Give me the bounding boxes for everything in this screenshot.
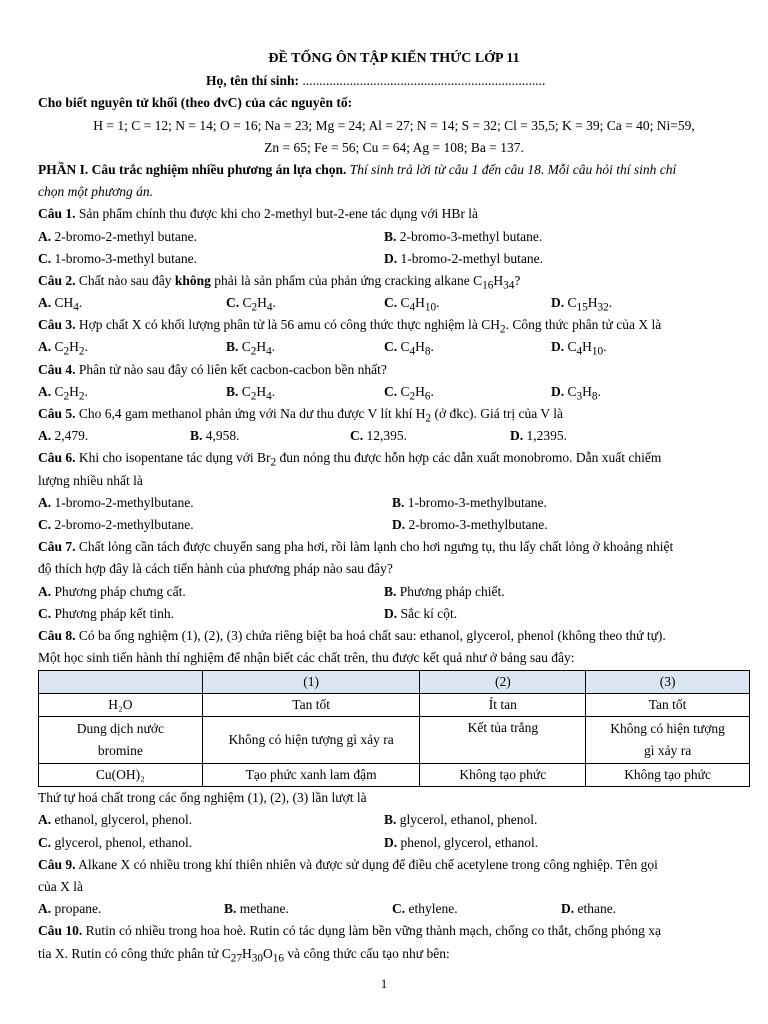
experiment-results-table [38, 670, 750, 787]
table-header-row [39, 671, 750, 694]
option-b[interactable]: B. Phương pháp chiết. [384, 583, 505, 599]
option-b[interactable]: C. $C_2H_4$. [226, 295, 276, 314]
option-b[interactable]: B. $C_2H_4$. [226, 339, 276, 359]
question-6-cont: lượng nhiều nhất là [38, 472, 143, 488]
part1-heading-line [38, 159, 750, 181]
q8-options-row-1 [38, 809, 750, 831]
option-b[interactable]: B. glycerol, ethanol, phenol. [384, 812, 538, 828]
question-4: Câu 4. Phân tử nào sau đây có liên kết cacbon-cacbon bền nhất? [38, 361, 387, 377]
table-cell: Ít tan [420, 694, 586, 717]
table-header-cell: (3) [586, 671, 750, 694]
option-c[interactable]: C. 2-bromo-2-methylbutane. [38, 516, 194, 532]
option-a[interactable]: A. propane. [38, 901, 102, 917]
option-b[interactable]: B. 4,958. [190, 428, 240, 444]
question-7-cont: độ thích hợp đây là cách tiến hành của phương pháp nào sau đây? [38, 561, 393, 577]
option-c[interactable]: C. ethylene. [392, 901, 458, 917]
option-b[interactable]: B. 1-bromo-3-methylbutane. [392, 494, 547, 510]
q6-options-row-1 [38, 492, 750, 514]
q7-options-row-1 [38, 581, 750, 603]
q1-options-row-2 [38, 248, 750, 270]
student-name-blank[interactable]: ........................................................................ [299, 73, 546, 89]
question-3: Câu 3. Hợp chất X có khối lượng phân tử là 56 amu có công thức thực nghiệm là $CH_2$. Công thức phân tử của X là [38, 317, 662, 336]
exam-page [38, 48, 750, 965]
table-cell: Không tạo phức [420, 764, 586, 787]
q8-options-row-2 [38, 832, 750, 854]
question-6: Câu 6. Khi cho isopentane tác dụng với $Br_2$ đun nóng thu được hỗn hợp các dẫn xuất monobromo. Dẫn xuất chiếm [38, 450, 662, 470]
part1-instructions-cont: chọn một phương án. [38, 184, 154, 200]
table-cell: Không có hiện tượng gì xảy ra [202, 717, 420, 764]
table-cell: Cu(OH)₂ [39, 764, 203, 787]
option-b[interactable]: B. 2-bromo-3-methyl butane. [384, 228, 543, 244]
question-1 [38, 203, 750, 225]
option-c[interactable]: C. $C_4H_8$. [384, 339, 434, 359]
atomic-mass-label: Cho biết nguyên tử khối (theo đvC) của các nguyên tố: [38, 95, 353, 111]
table-row [39, 764, 750, 787]
student-name-line [38, 70, 750, 92]
option-d[interactable]: D. $C_3H_8$. [551, 383, 601, 403]
table-cell: Tạo phức xanh lam đậm [202, 764, 420, 787]
table-cell: Tan tốt [586, 694, 750, 717]
option-a[interactable]: A. 2,479. [38, 428, 89, 444]
option-d[interactable]: D. $C_4H_{10}$. [551, 339, 607, 359]
q7-options-row-2 [38, 603, 750, 625]
option-a[interactable]: A. $C_2H_2$. [38, 383, 88, 403]
question-label: Câu 1. [38, 206, 76, 222]
option-b[interactable]: B. $C_2H_4$. [226, 383, 276, 403]
option-d[interactable]: D. 1-bromo-2-methyl butane. [384, 250, 543, 266]
option-d[interactable]: D. ethane. [561, 901, 617, 917]
table-cell: H₂O [39, 694, 203, 717]
question-10-cont: tia X. Rutin có công thức phân tử $C_{27}H_{30}O_{16}$ và công thức cấu tạo như bên: [38, 945, 450, 965]
option-c[interactable]: C. $C_4H_{10}$. [384, 295, 440, 314]
exam-title: ĐỀ TỔNG ÔN TẬP KIẾN THỨC LỚP 11 [268, 51, 520, 66]
atomic-mass-line-2: Zn = 65; Fe = 56; Cu = 64; Ag = 108; Ba = 137. [264, 139, 524, 155]
option-b[interactable]: B. methane. [224, 901, 289, 917]
question-8-cont: Một học sinh tiến hành thí nghiệm để nhận biết các chất trên, thu được kết quả như ở bảng sau đây: [38, 650, 575, 666]
table-header-cell: (1) [202, 671, 420, 694]
option-d[interactable]: D. Sắc kí cột. [384, 605, 458, 621]
option-a[interactable]: A. 1-bromo-2-methylbutane. [38, 494, 194, 510]
table-cell: Tan tốt [202, 694, 420, 717]
table-cell: Kết tủa trắng [420, 717, 586, 764]
question-9: Câu 9. Alkane X có nhiều trong khí thiên nhiên và được sử dụng để điều chế acetylene trong công nghiệp. Tên gọi [38, 856, 658, 872]
option-d[interactable]: D. phenol, glycerol, ethanol. [384, 834, 539, 850]
option-a[interactable]: A. ethanol, glycerol, phenol. [38, 812, 193, 828]
option-c[interactable]: C. $C_2H_6$. [384, 383, 434, 403]
page-number: 1 [380, 976, 388, 991]
q5-options [38, 425, 750, 447]
table-cell: Không tạo phức [586, 764, 750, 787]
table-row [39, 717, 750, 764]
q4-options [38, 381, 750, 403]
option-d[interactable]: D. 2-bromo-3-methylbutane. [392, 516, 548, 532]
option-d[interactable]: D. $C_{15}H_{32}$. [551, 295, 613, 314]
option-c[interactable]: C. Phương pháp kết tinh. [38, 605, 174, 621]
table-header-cell [39, 671, 203, 694]
question-7: Câu 7. Chất lỏng cần tách được chuyển sang pha hơi, rồi làm lạnh cho hơi ngưng tụ, thu lấy chất lỏng ở khoảng nhiệt [38, 539, 674, 555]
q9-options [38, 898, 750, 920]
question-5: Câu 5. Cho 6,4 gam methanol phản ứng với Na dư thu được V lít khí $H_2$ (ở đkc). Giá trị của V là [38, 406, 563, 425]
option-a[interactable]: A. Phương pháp chưng cất. [38, 583, 186, 599]
q1-options-row-1 [38, 226, 750, 248]
question-8: Câu 8. Có ba ống nghiệm (1), (2), (3) chứa riêng biệt ba hoá chất sau: ethanol, glycerol, phenol (không theo thứ tự). [38, 627, 666, 643]
question-10: Câu 10. Rutin có nhiều trong hoa hoè. Rutin có tác dụng làm bền vững thành mạch, chống co thắt, chống phóng xạ [38, 923, 661, 939]
table-cell: Dung dịch nước bromine [39, 717, 203, 764]
option-a[interactable]: A. 2-bromo-2-methyl butane. [38, 228, 197, 244]
table-row [39, 694, 750, 717]
option-a[interactable]: A. $CH_4$. [38, 295, 83, 314]
student-name-label: Họ, tên thí sinh: [206, 73, 300, 89]
question-8-after: Thứ tự hoá chất trong các ống nghiệm (1), (2), (3) lần lượt là [38, 790, 367, 806]
question-2: Câu 2. Chất nào sau đây không phải là sản phẩm của phản ứng cracking alkane $C_{16}H_{34}$? [38, 272, 521, 292]
q6-options-row-2 [38, 514, 750, 536]
option-d[interactable]: D. 1,2395. [510, 428, 567, 444]
option-a[interactable]: A. $C_2H_2$. [38, 339, 88, 359]
q2-options [38, 292, 750, 314]
part1-heading: PHẦN I. Câu trắc nghiệm nhiều phương án lựa chọn. [38, 161, 347, 177]
q3-options [38, 336, 750, 358]
table-header-cell: (2) [420, 671, 586, 694]
option-c[interactable]: C. glycerol, phenol, ethanol. [38, 834, 193, 850]
question-text: Sản phẩm chính thu được khi cho 2-methyl but-2-ene tác dụng với HBr là [75, 206, 479, 222]
atomic-mass-line-1: H = 1; C = 12; N = 14; O = 16; Na = 23; Mg = 24; Al = 27; N = 14; S = 32; Cl = 35,5; K = 39; Ca = 40; Ni=59, [93, 117, 695, 133]
question-9-cont: của X là [38, 879, 83, 894]
option-c[interactable]: C. 12,395. [350, 428, 407, 444]
option-c[interactable]: C. 1-bromo-3-methyl butane. [38, 250, 197, 266]
table-cell: Không có hiện tượng gì xảy ra [586, 717, 750, 764]
part1-instructions: Thí sinh trả lời từ câu 1 đến câu 18. Mỗi câu hỏi thí sinh chỉ [346, 161, 677, 177]
